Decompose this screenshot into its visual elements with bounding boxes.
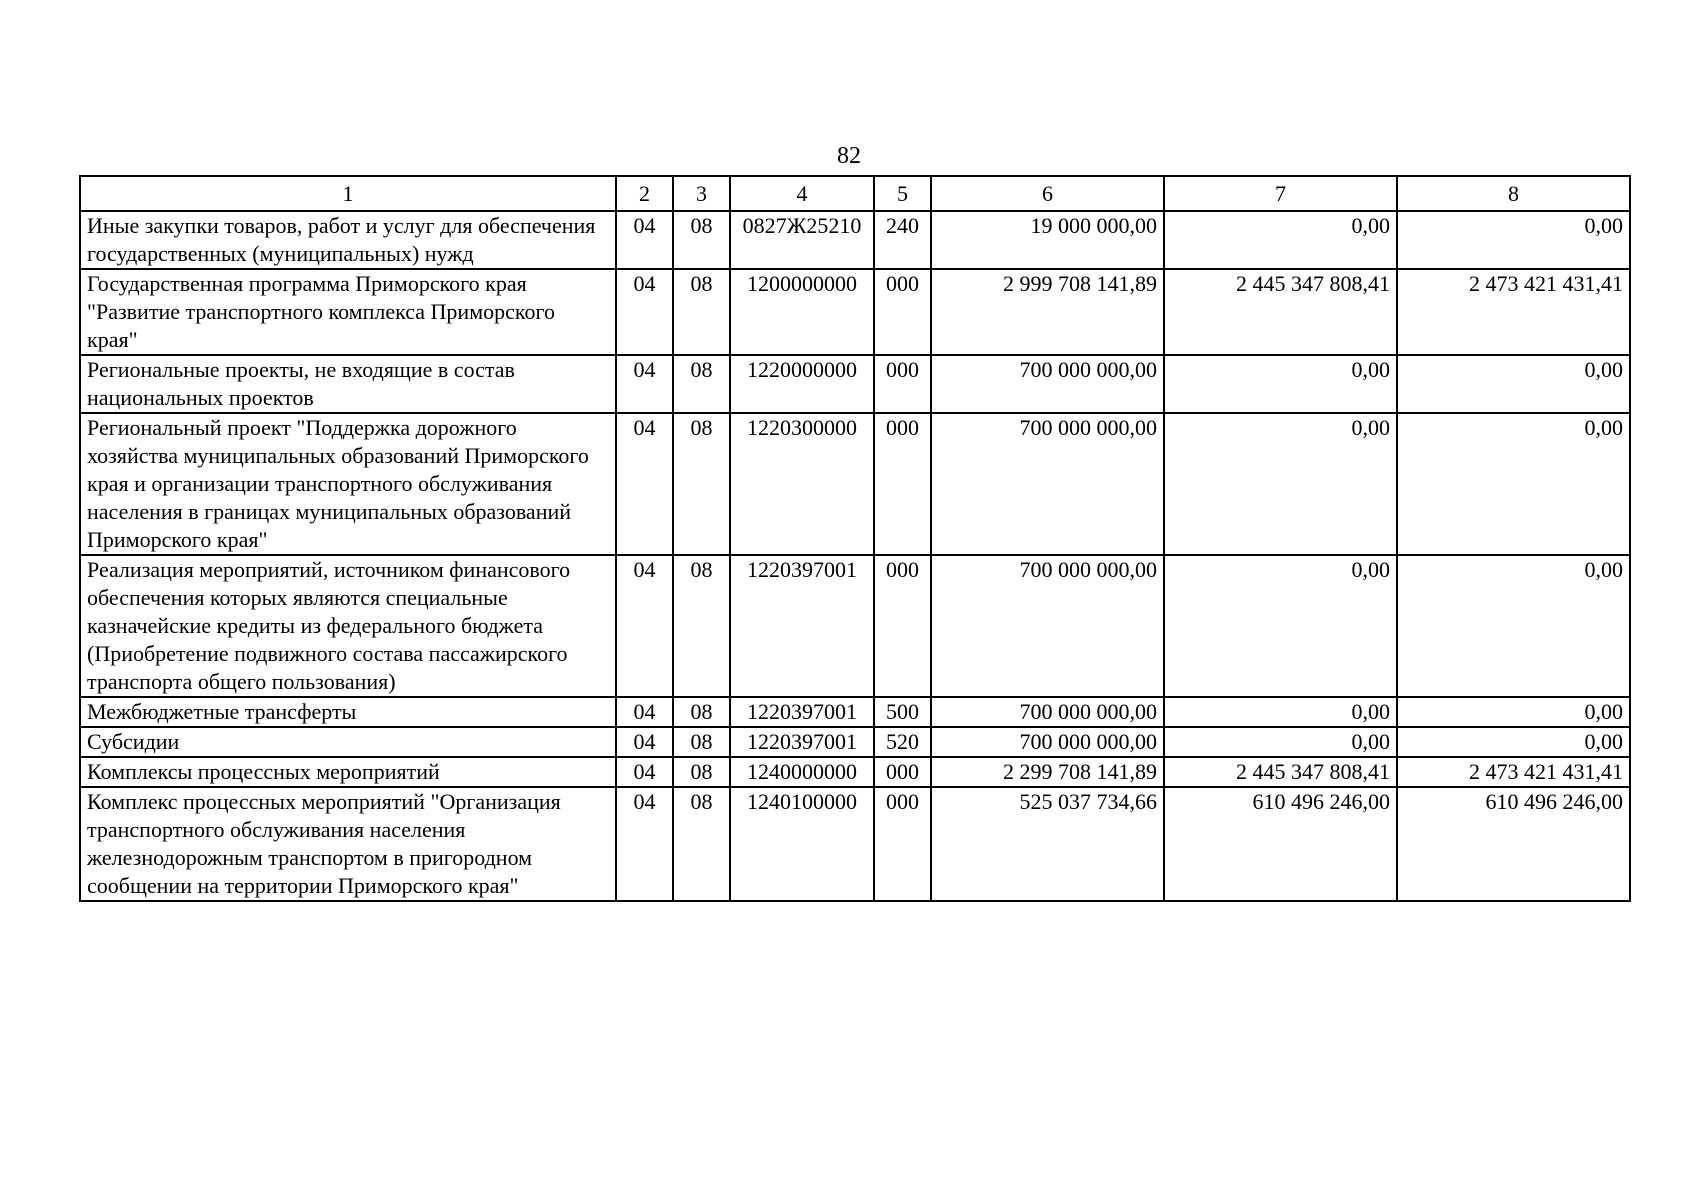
row-value-8: 0,00	[1397, 211, 1630, 269]
column-header: 8	[1397, 176, 1630, 211]
row-name: Комплекс процессных мероприятий "Организация транспортного обслуживания населения железнодорожным транспортом в пригородном сообщении на территории Приморского края"	[80, 787, 616, 901]
row-vr: 000	[874, 413, 931, 555]
table-row	[80, 727, 1630, 757]
row-value-7: 610 496 246,00	[1164, 787, 1397, 901]
row-pr: 08	[673, 757, 730, 787]
column-header: 2	[616, 176, 673, 211]
row-csr: 1240100000	[730, 787, 874, 901]
row-value-7: 2 445 347 808,41	[1164, 757, 1397, 787]
row-rz: 04	[616, 787, 673, 901]
row-value-7: 0,00	[1164, 555, 1397, 697]
row-rz: 04	[616, 757, 673, 787]
row-name: Реализация мероприятий, источником финансового обеспечения которых являются специальные казначейские кредиты из федерального бюджета (Приобретение подвижного состава пассажирского транспорта общего пользования)	[80, 555, 616, 697]
row-pr: 08	[673, 787, 730, 901]
row-name: Межбюджетные трансферты	[80, 697, 616, 727]
budget-table	[79, 175, 1631, 902]
row-pr: 08	[673, 269, 730, 355]
row-value-8: 0,00	[1397, 697, 1630, 727]
row-rz: 04	[616, 727, 673, 757]
column-header: 5	[874, 176, 931, 211]
row-value-7: 0,00	[1164, 697, 1397, 727]
row-vr: 520	[874, 727, 931, 757]
row-value-7: 0,00	[1164, 413, 1397, 555]
table-row	[80, 211, 1630, 269]
row-value-7: 0,00	[1164, 355, 1397, 413]
row-value-6: 2 999 708 141,89	[931, 269, 1164, 355]
row-rz: 04	[616, 269, 673, 355]
row-value-6: 700 000 000,00	[931, 555, 1164, 697]
row-value-8: 610 496 246,00	[1397, 787, 1630, 901]
column-header: 7	[1164, 176, 1397, 211]
row-value-6: 2 299 708 141,89	[931, 757, 1164, 787]
row-rz: 04	[616, 211, 673, 269]
row-pr: 08	[673, 413, 730, 555]
table-row	[80, 355, 1630, 413]
row-csr: 1220397001	[730, 727, 874, 757]
row-pr: 08	[673, 697, 730, 727]
row-name: Субсидии	[80, 727, 616, 757]
row-vr: 000	[874, 757, 931, 787]
row-vr: 240	[874, 211, 931, 269]
table-row	[80, 787, 1630, 901]
row-value-6: 19 000 000,00	[931, 211, 1164, 269]
row-value-8: 0,00	[1397, 413, 1630, 555]
row-value-6: 700 000 000,00	[931, 355, 1164, 413]
row-rz: 04	[616, 697, 673, 727]
row-csr: 1220397001	[730, 697, 874, 727]
row-value-6: 525 037 734,66	[931, 787, 1164, 901]
row-rz: 04	[616, 413, 673, 555]
row-pr: 08	[673, 555, 730, 697]
row-pr: 08	[673, 727, 730, 757]
row-value-7: 2 445 347 808,41	[1164, 269, 1397, 355]
row-name: Региональные проекты, не входящие в состав национальных проектов	[80, 355, 616, 413]
row-csr: 0827Ж25210	[730, 211, 874, 269]
row-value-8: 0,00	[1397, 355, 1630, 413]
row-name: Иные закупки товаров, работ и услуг для обеспечения государственных (муниципальных) нужд	[80, 211, 616, 269]
row-pr: 08	[673, 355, 730, 413]
header-row	[80, 176, 1630, 211]
row-value-7: 0,00	[1164, 211, 1397, 269]
table-row	[80, 555, 1630, 697]
row-name: Региональный проект "Поддержка дорожного хозяйства муниципальных образований Приморского края и организации транспортного обслуживания населения в границах муниципальных образований Приморского края"	[80, 413, 616, 555]
row-vr: 000	[874, 555, 931, 697]
table-row	[80, 757, 1630, 787]
row-value-8: 2 473 421 431,41	[1397, 269, 1630, 355]
row-value-6: 700 000 000,00	[931, 413, 1164, 555]
row-csr: 1220000000	[730, 355, 874, 413]
table-row	[80, 269, 1630, 355]
row-rz: 04	[616, 355, 673, 413]
table-row	[80, 413, 1630, 555]
row-value-6: 700 000 000,00	[931, 727, 1164, 757]
row-value-8: 0,00	[1397, 555, 1630, 697]
column-header: 6	[931, 176, 1164, 211]
column-header: 3	[673, 176, 730, 211]
row-csr: 1220300000	[730, 413, 874, 555]
row-value-6: 700 000 000,00	[931, 697, 1164, 727]
row-vr: 500	[874, 697, 931, 727]
table-row	[80, 697, 1630, 727]
column-header: 4	[730, 176, 874, 211]
row-csr: 1200000000	[730, 269, 874, 355]
row-vr: 000	[874, 269, 931, 355]
row-vr: 000	[874, 355, 931, 413]
column-header: 1	[80, 176, 616, 211]
row-csr: 1240000000	[730, 757, 874, 787]
row-value-8: 2 473 421 431,41	[1397, 757, 1630, 787]
row-name: Комплексы процессных мероприятий	[80, 757, 616, 787]
row-value-8: 0,00	[1397, 727, 1630, 757]
page-number: 82	[837, 143, 861, 169]
row-rz: 04	[616, 555, 673, 697]
row-csr: 1220397001	[730, 555, 874, 697]
row-vr: 000	[874, 787, 931, 901]
row-name: Государственная программа Приморского края "Развитие транспортного комплекса Приморского края"	[80, 269, 616, 355]
row-pr: 08	[673, 211, 730, 269]
row-value-7: 0,00	[1164, 727, 1397, 757]
